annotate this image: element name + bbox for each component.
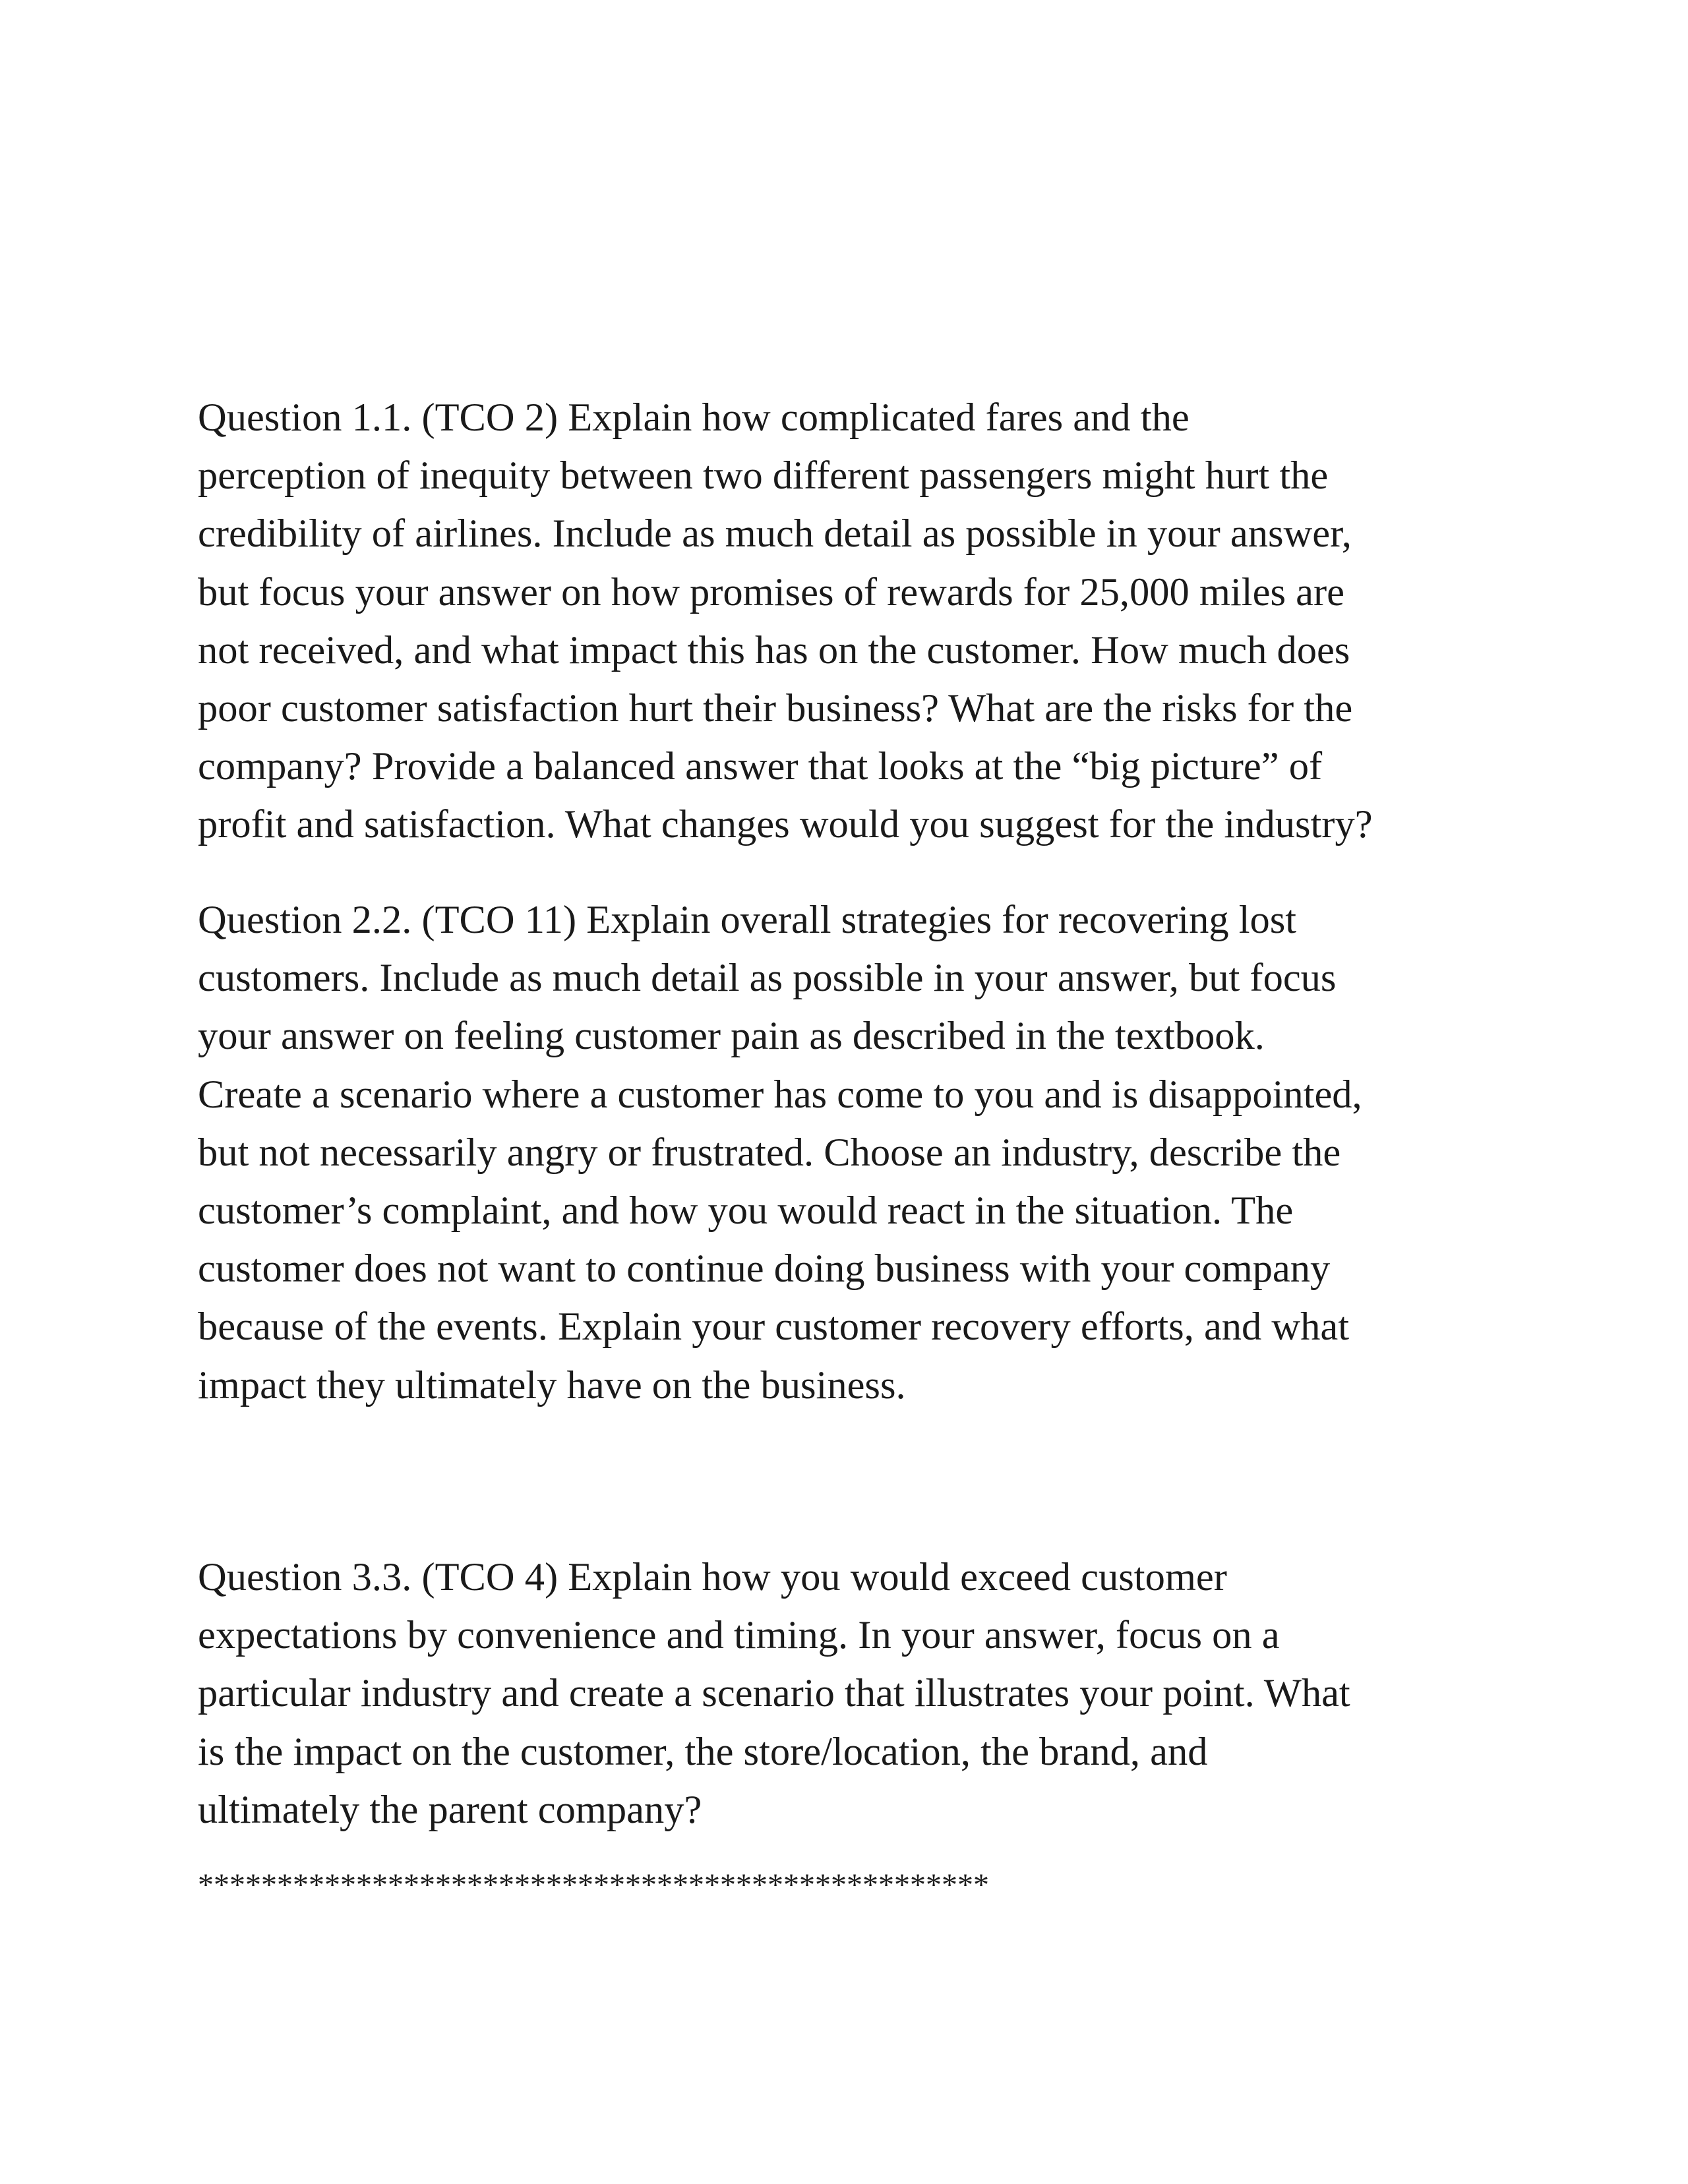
question-2-2-paragraph: Question 2.2. (TCO 11) Explain overall strategies for recovering lost customers. Include as much detail as possible in your answer, but focus your answer on feeling customer pain as described in the textbook. Create a scenario where a customer has come to you and is disappointed, but not necessarily angry or frustrated. Choose an industry, describe the customer’s complaint, and how you would react in the situation. The customer does not want to continue doing business with your company because of the events. Explain your customer recovery efforts, and what impact they ultimately have on the business. [198, 898, 1362, 1407]
question-1-1-paragraph: Question 1.1. (TCO 2) Explain how complicated fares and the perception of inequity between two different passengers might hurt the credibility of airlines. Include as much detail as possible in your answer, but focus your answer on how promises of rewards for 25,000 miles are not received, and what impact this has on the customer. How much does poor customer satisfaction hurt their business? What are the risks for the company? Provide a balanced answer that looks at the “big picture” of profit and satisfaction. What changes would you suggest for the industry? [198, 396, 1373, 847]
question-3-3-paragraph: Question 3.3. (TCO 4) Explain how you would exceed customer expectations by convenience and timing. In your answer, focus on a particular industry and create a scenario that illustrates your point. What is the impact on the customer, the store/location, the brand, and ultimately the parent company? [198, 1555, 1350, 1832]
asterisk-separator: ************************************************** [198, 1868, 989, 1903]
